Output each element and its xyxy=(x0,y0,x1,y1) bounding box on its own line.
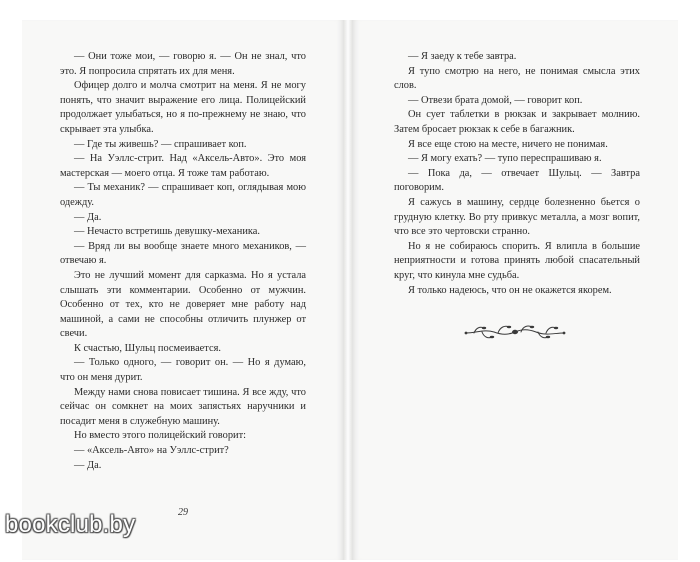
paragraph: — Только одного, — говорит он. — Но я думаю, что он меня дурит. xyxy=(60,357,306,384)
paragraph: — Пока да, — отвечает Шульц. — Завтра поговорим. xyxy=(394,167,640,194)
paragraph: — Вряд ли вы вообще знаете много механиков, — отвечаю я. xyxy=(60,240,306,267)
paragraph: — Ты механик? — спрашивает коп, оглядывая мою одежду. xyxy=(60,182,306,208)
paragraph: — Отвези брата домой, — говорит коп. xyxy=(408,94,583,106)
paragraph: Офицер долго и молча смотрит на меня. Я не могу понять, что значит выражение его лица. Полицейский продолжает улыбаться, но я по-прежнему не знаю, что скрывает эта улыбка. xyxy=(60,80,306,135)
paragraph: Это не лучший момент для сарказма. Но я устала слышать эти комментарии. Особенно от мужчин. Особенно от тех, кто не доверяет мне работу над машиной, а сами не способны отличить плунжер от свечи. xyxy=(60,269,306,340)
left-page-text xyxy=(60,50,306,473)
paragraph: Я сажусь в машину, сердце болезненно бьется о грудную клетку. Во рту привкус металла, а мозг вопит, что все это чертовски странно. xyxy=(394,196,640,238)
paragraph: Но я не собираюсь спорить. Я влипла в большие неприятности и готова принять любой спасательный круг, что кинула мне судьба. xyxy=(394,240,640,281)
paragraph: — Да. xyxy=(74,459,102,471)
left-page xyxy=(22,20,344,560)
paragraph: Но вместо этого полицейский говорит: xyxy=(74,430,247,442)
paragraph: — Они тоже мои, — говорю я. — Он не знал, что это. Я попросила спрятать их для меня. xyxy=(60,51,306,77)
paragraph: — Да. xyxy=(74,211,102,223)
paragraph: Между нами снова повисает тишина. Я все жду, что сейчас он сомкнет на моих запястьях наручники и посадит меня в служебную машину. xyxy=(60,386,306,427)
paragraph: Я все еще стою на месте, ничего не понимая. xyxy=(408,138,608,150)
book-gutter xyxy=(344,20,352,560)
paragraph: — Я заеду к тебе завтра. xyxy=(408,51,517,62)
paragraph: — «Аксель-Авто» на Уэллс-стрит? xyxy=(74,445,229,457)
floral-divider-icon xyxy=(462,320,568,344)
paragraph: К счастью, Шульц посмеивается. xyxy=(74,342,221,354)
page-number: 29 xyxy=(178,507,188,518)
right-page xyxy=(352,20,678,560)
paragraph: — Где ты живешь? — спрашивает коп. xyxy=(74,138,247,150)
paragraph: — На Уэллс-стрит. Над «Аксель-Авто». Это моя мастерская — моего отца. Я тоже там работаю. xyxy=(60,153,306,179)
paragraph: — Я могу ехать? — тупо переспрашиваю я. xyxy=(408,153,602,165)
paragraph: Я тупо смотрю на него, не понимая смысла этих слов. xyxy=(394,65,640,92)
paragraph: Он сует таблетки в рюкзак и закрывает молнию. Затем бросает рюкзак к себе в багажник. xyxy=(394,109,640,135)
right-page-text xyxy=(394,50,640,298)
paragraph: — Нечасто встретишь девушку-механика. xyxy=(74,226,261,238)
paragraph: Я только надеюсь, что он не окажется якорем. xyxy=(408,284,612,296)
watermark-text: bookclub.by xyxy=(5,511,136,538)
